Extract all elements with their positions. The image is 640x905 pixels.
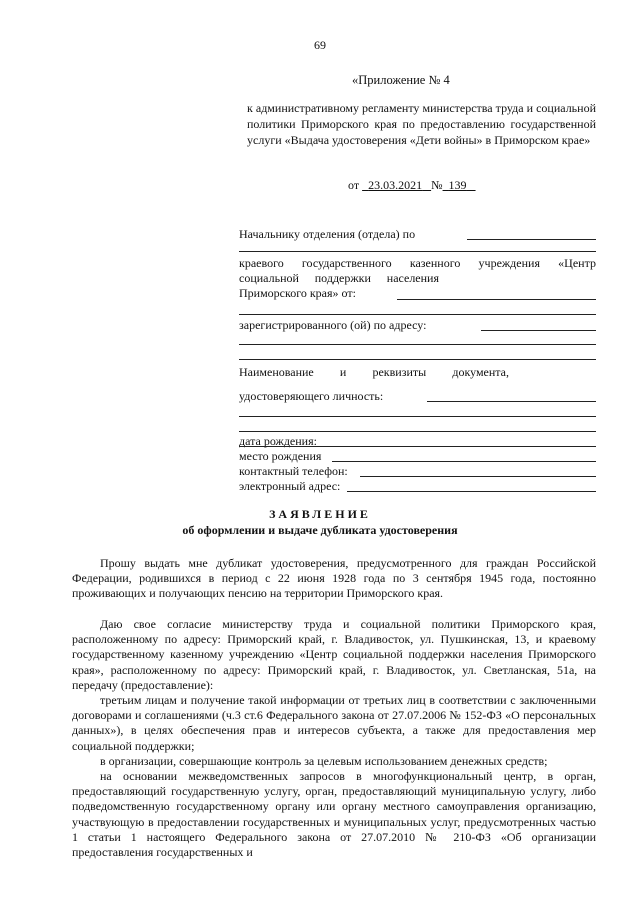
identity-label: удостоверяющего личность: <box>239 389 384 403</box>
institution-line-3: Приморского края» от: <box>239 286 356 300</box>
email-label: электронный адрес: <box>239 479 341 493</box>
paragraph-consent <box>72 617 596 860</box>
institution-line-1: краевого государственного казенного учреждения «Центр <box>239 256 596 270</box>
annex-title: «Приложение № 4 <box>352 73 450 87</box>
statement-title: ЗАЯВЛЕНИЕ <box>269 507 371 521</box>
applicant-name-field-2[interactable] <box>239 314 596 315</box>
address-field-3[interactable] <box>239 359 596 360</box>
phone-field[interactable] <box>360 476 596 477</box>
birth-place-field[interactable] <box>332 461 596 462</box>
address-field[interactable] <box>481 330 596 331</box>
annex-number: 139 <box>448 178 467 192</box>
to-head-field[interactable] <box>467 239 596 240</box>
consent-interdepartmental: на основании межведомственных запросов в многофункциональный центр, в орган, предоставляющий государственную услугу, орган, предоставляющий муниципальную услугу, либо подведомственную государственному органу или органу местного самоуправления организацию, участвующую в предоставлении государственных и муниципальных услуг, предусмотренных частью 1 статьи 1 настоящего Федерального закона от 27.07.2010 № 210-ФЗ «Об организации предоставления государственных и <box>72 769 596 860</box>
consent-control-organizations: в организации, совершающие контроль за целевым использованием денежных средств; <box>100 753 548 768</box>
number-prefix: № <box>431 178 443 192</box>
consent-third-parties: третьим лицам и получение такой информации от третьих лиц в соответствии с заключенными договорами и соглашениями (ч.3 ст.6 Федерального закона от 27.07.2006 № 152-ФЗ «О персональных данных»), в целях обеспечения прав и интересов субъекта, а также для предоставления мер социальной поддержки; <box>72 693 596 753</box>
registered-label: зарегистрированного (ой) по адресу: <box>239 318 427 332</box>
annex-text: к административному регламенту министерства труда и социальной политики Приморского края по предоставлению государственной услуги «Выдача удостоверения «Дети войны» в Приморском крае» <box>247 101 596 147</box>
institution-line-2: социальной поддержки населения <box>239 271 439 285</box>
applicant-name-field[interactable] <box>397 299 596 300</box>
identity-field-2[interactable] <box>239 416 596 417</box>
identity-field-3[interactable] <box>239 431 596 432</box>
annex-date: 23.03.2021 <box>368 178 423 192</box>
birth-date-field[interactable] <box>239 446 596 447</box>
birth-date-label: дата рождения: <box>239 434 317 448</box>
consent-text: Даю свое согласие министерству труда и социальной политики Приморского края, расположенному по адресу: Приморский край, г. Владивосток, ул. Пушкинская, 13, и краевому государственному казенному учреждению «Центр социальной поддержки населения Приморского края», расположенному по адресу: Приморский край, г. Владивосток, ул. Светланская, 51а, на передачу (предоставление): <box>72 617 596 692</box>
statement-subtitle: об оформлении и выдаче дубликата удостоверения <box>182 523 458 537</box>
identity-field[interactable] <box>427 401 596 402</box>
phone-label: контактный телефон: <box>239 464 348 478</box>
to-head-field-2[interactable] <box>239 251 596 252</box>
to-head-label: Начальнику отделения (отдела) по <box>239 227 416 241</box>
paragraph-request: Прошу выдать мне дубликат удостоверения, предусмотренного для граждан Российской Федерации, родившихся в период с 22 июня 1928 года по 3 сентября 1945 года, постоянно проживающих и получающих пенсию на территории Приморского края. <box>72 556 596 601</box>
page-number: 69 <box>314 38 326 52</box>
email-field[interactable] <box>347 491 596 492</box>
document-label: Наименование и реквизиты документа, <box>239 365 509 379</box>
address-field-2[interactable] <box>239 344 596 345</box>
date-prefix: от <box>348 178 360 192</box>
birth-place-label: место рождения <box>239 449 322 463</box>
annex-date-line <box>348 178 476 193</box>
